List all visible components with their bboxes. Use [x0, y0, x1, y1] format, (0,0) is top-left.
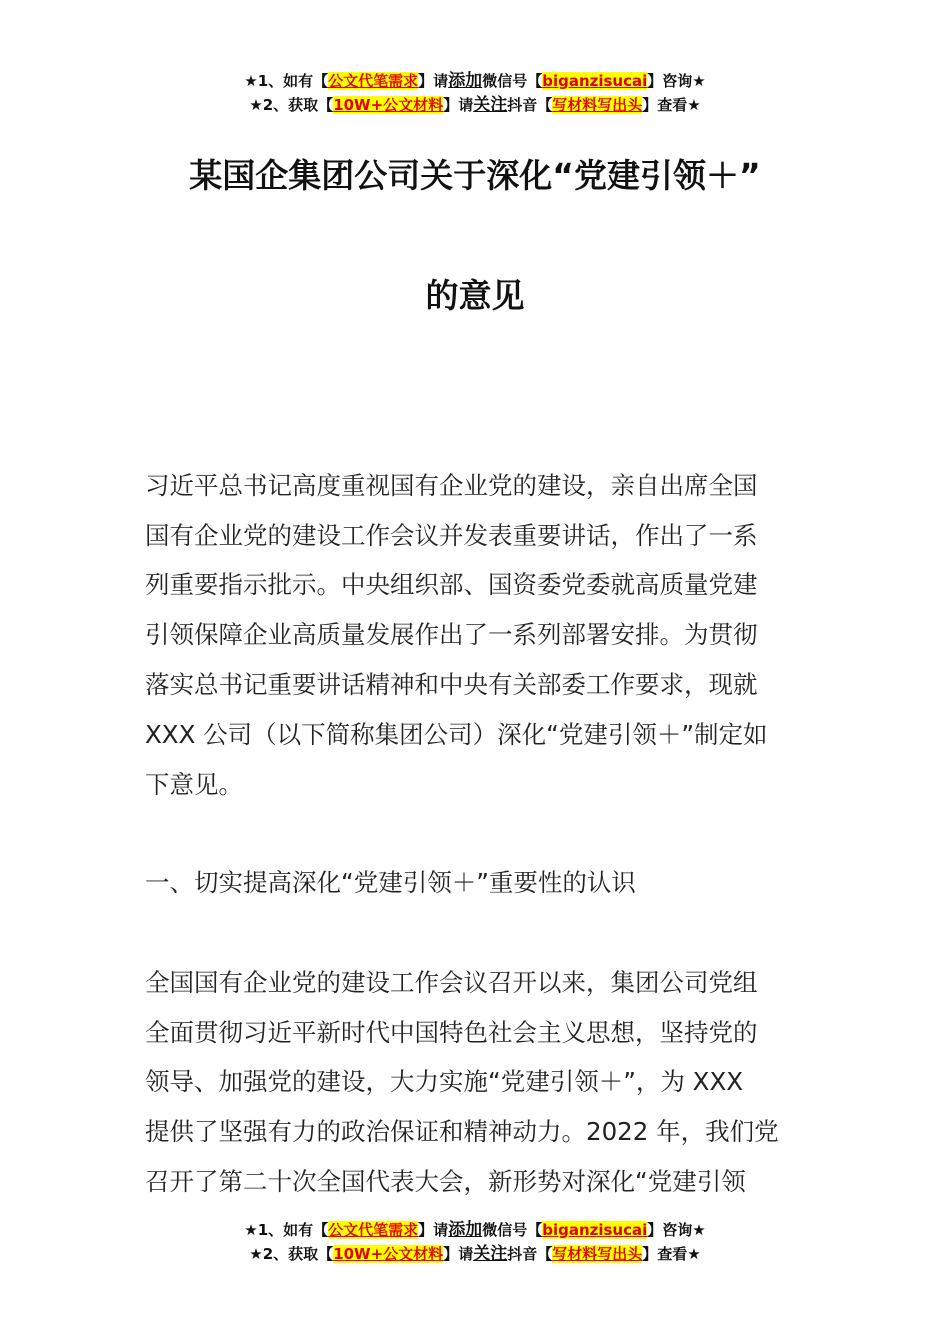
- paragraph-line: 引领保障企业高质量发展作出了一系列部署安排。为贯彻: [145, 620, 758, 649]
- text: ★1、如有【: [244, 72, 329, 90]
- text: 抖音【: [507, 1245, 553, 1263]
- promo-line-2: [0, 93, 950, 117]
- highlight: 10W+公文材料: [333, 96, 444, 114]
- promo-banner-top: [0, 69, 950, 117]
- text: 】查看★: [642, 96, 701, 114]
- text: 】请: [418, 1221, 449, 1239]
- section-heading: 一、切实提高深化“党建引领＋”重要性的认识: [145, 868, 636, 897]
- paragraph-line: 全国国有企业党的建设工作会议召开以来，集团公司党组: [145, 968, 758, 997]
- paragraph-line: 落实总书记重要讲话精神和中央有关部委工作要求，现就: [145, 670, 758, 699]
- text: 】查看★: [642, 1245, 701, 1263]
- text: 添加: [448, 71, 483, 91]
- text: 微信号【: [482, 72, 543, 90]
- highlight: biganzisucai: [542, 72, 648, 90]
- document-title-line-2: 的意见: [425, 276, 525, 315]
- paragraph-line: XXX 公司（以下简称集团公司）深化“党建引领＋”制定如: [145, 720, 768, 749]
- text: 关注: [473, 1244, 508, 1264]
- text: 】请: [443, 1245, 474, 1263]
- paragraph-line: 国有企业党的建设工作会议并发表重要讲话，作出了一系: [145, 521, 758, 550]
- paragraph-line: 全面贯彻习近平新时代中国特色社会主义思想，坚持党的: [145, 1018, 758, 1047]
- text: 】请: [443, 96, 474, 114]
- text: 】咨询★: [647, 72, 706, 90]
- highlight: 公文代笔需求: [328, 1221, 419, 1239]
- highlight: biganzisucai: [542, 1221, 648, 1239]
- paragraph-line: 召开了第二十次全国代表大会，新形势对深化“党建引领: [145, 1167, 746, 1196]
- text: 】咨询★: [647, 1221, 706, 1239]
- paragraph-line: 列重要指示批示。中央组织部、国资委党委就高质量党建: [145, 570, 758, 599]
- highlight: 写材料写出头: [552, 96, 643, 114]
- highlight: 写材料写出头: [552, 1245, 643, 1263]
- text: 抖音【: [507, 96, 553, 114]
- text: ★1、如有【: [244, 1221, 329, 1239]
- text: 】请: [418, 72, 449, 90]
- promo-banner-bottom: [0, 1218, 950, 1266]
- promo-line-1: [0, 69, 950, 93]
- paragraph-line: 下意见。: [145, 770, 243, 799]
- text: 微信号【: [482, 1221, 543, 1239]
- text: ★2、获取【: [249, 96, 334, 114]
- paragraph-line: 领导、加强党的建设，大力实施“党建引领＋”，为 XXX: [145, 1067, 744, 1096]
- text: 关注: [473, 95, 508, 115]
- highlight: 10W+公文材料: [333, 1245, 444, 1263]
- promo-line-2: [0, 1242, 950, 1266]
- highlight: 公文代笔需求: [328, 72, 419, 90]
- promo-line-1: [0, 1218, 950, 1242]
- document-title-line-1: 某国企集团公司关于深化“党建引领＋”: [189, 156, 761, 195]
- paragraph-line: 提供了坚强有力的政治保证和精神动力。2022 年，我们党: [145, 1117, 779, 1146]
- paragraph-line: 习近平总书记高度重视国有企业党的建设，亲自出席全国: [145, 471, 758, 500]
- text: 添加: [448, 1220, 483, 1240]
- text: ★2、获取【: [249, 1245, 334, 1263]
